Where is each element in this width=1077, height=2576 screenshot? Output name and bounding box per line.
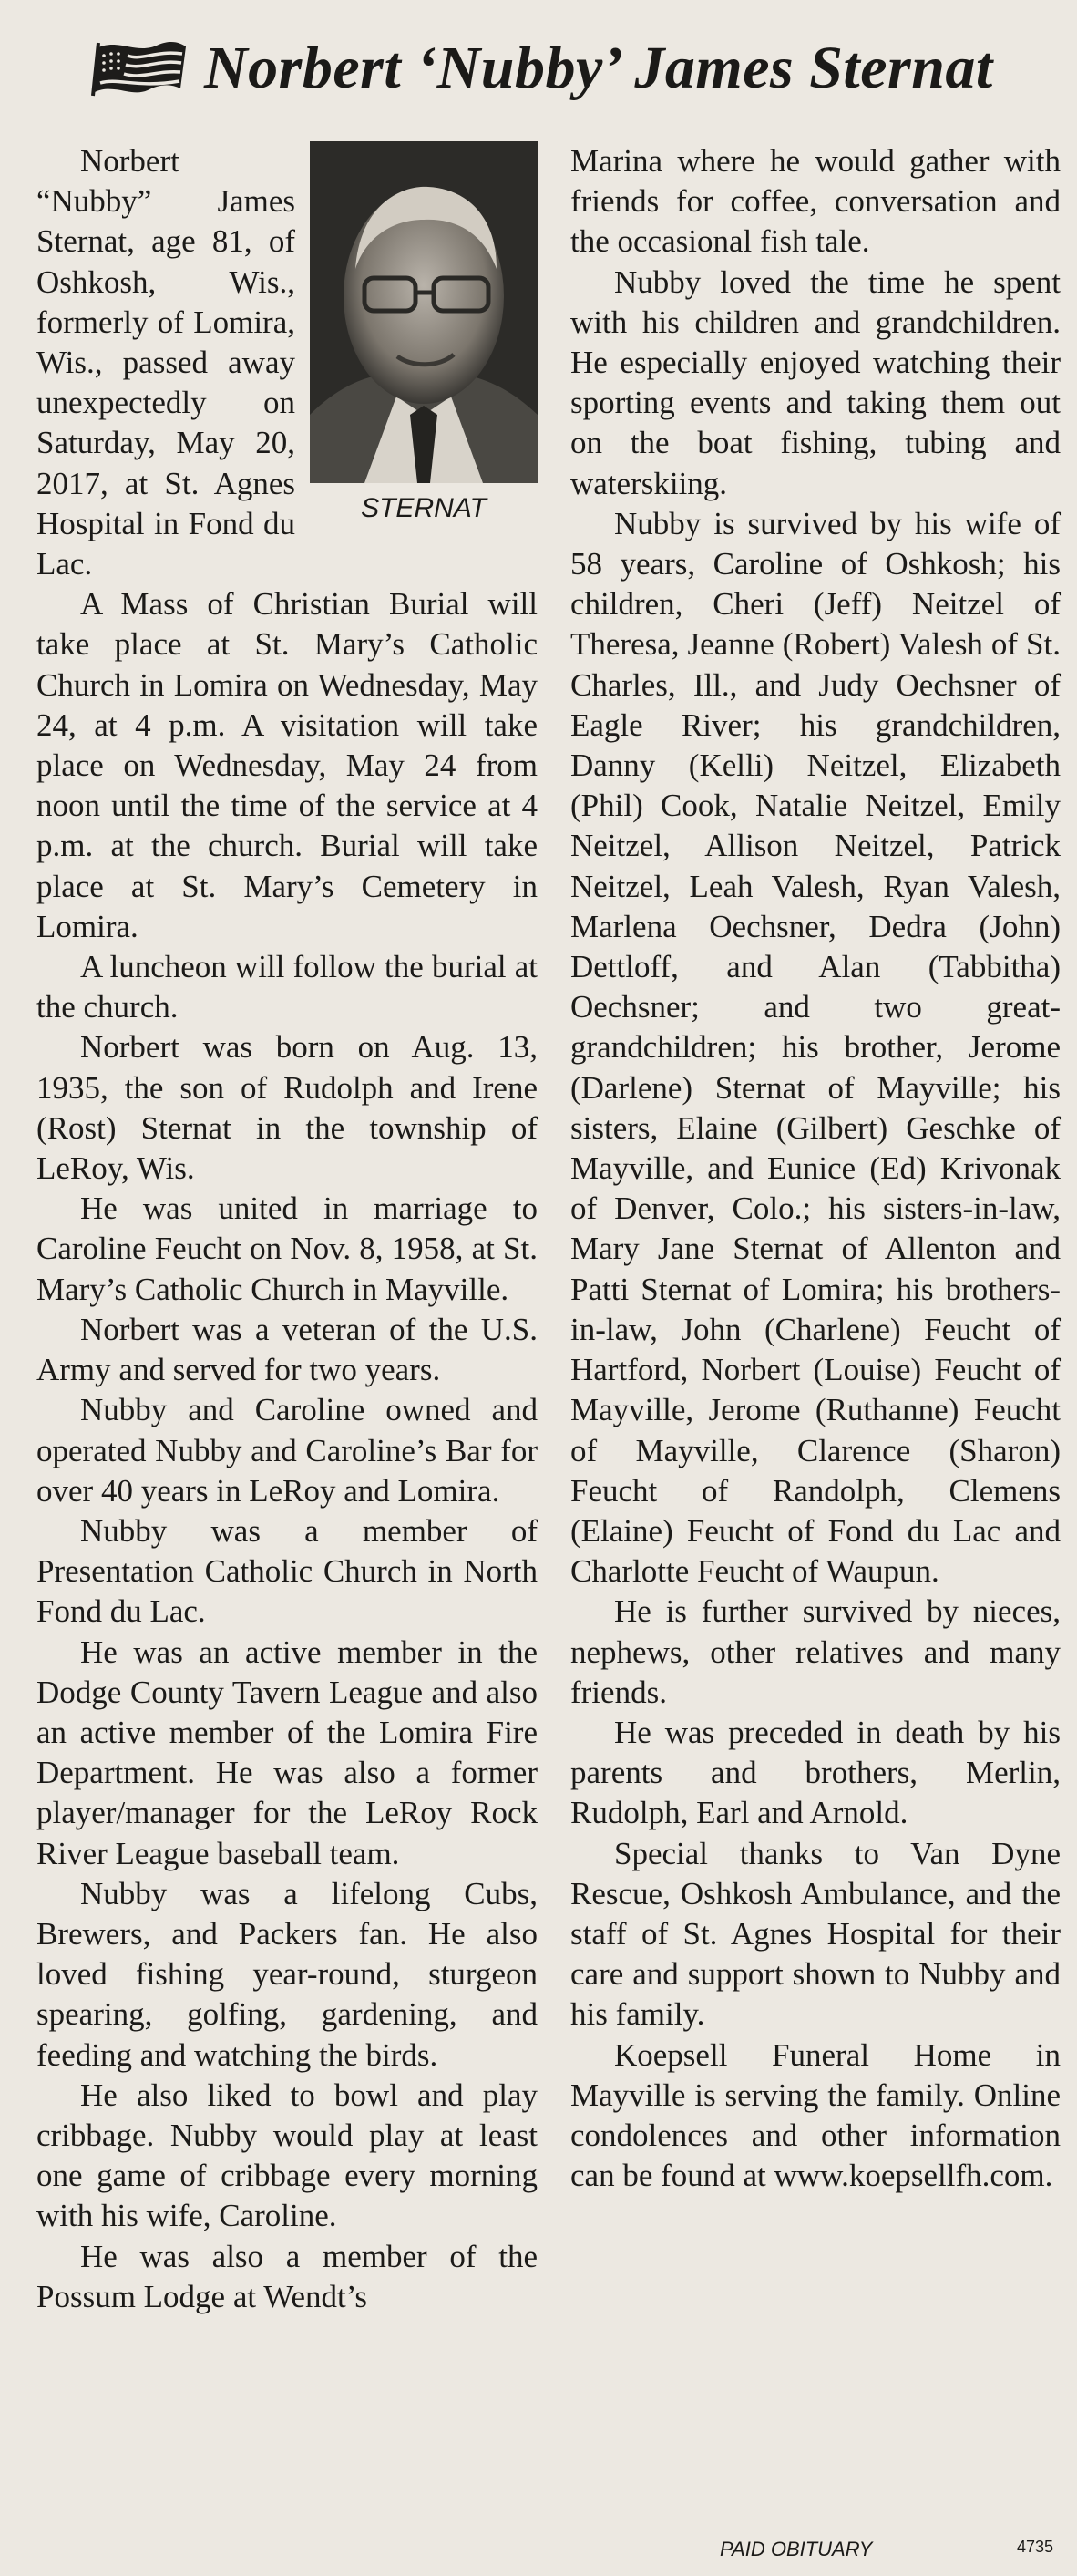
paragraph: Marina where he would gather with friends for coffee, conversation and the occasional fish tale. (570, 143, 1061, 260)
column-2 (570, 141, 1061, 2196)
paragraph: A Mass of Christian Burial will take place at St. Mary’s Catholic Church in Lomira on Wednesday, May 24, at 4 p.m. A visitation will take place on Wednesday, May 24 from noon until the time of the service at 4 p.m. at the church. Burial will take place at St. Mary’s Cemetery in Lomira. (36, 586, 538, 944)
paragraph: Norbert “Nubby” James Sternat, age 81, of Oshkosh, Wis., formerly of Lomira, Wis., passed away unexpectedly on Saturday, May 20, 2017, at St. Agnes Hospital in Fond du Lac. (36, 143, 295, 582)
column-1 (36, 141, 538, 2317)
paragraph: Norbert was a veteran of the U.S. Army and served for two years. (36, 1311, 538, 1388)
header (91, 18, 1075, 118)
paragraph: Nubby and Caroline owned and operated Nubby and Caroline’s Bar for over 40 years in LeRoy and Lomira. (36, 1392, 538, 1509)
paragraph: A luncheon will follow the burial at the church. (36, 949, 538, 1025)
paragraph: Nubby was a lifelong Cubs, Brewers, and Packers fan. He also loved fishing year-round, sturgeon spearing, golfing, gardening, and feeding and watching the birds. (36, 1875, 538, 2073)
paragraph: Norbert was born on Aug. 13, 1935, the son of Rudolph and Irene (Rost) Sternat in the township of LeRoy, Wis. (36, 1029, 538, 1187)
paragraph: He also liked to bowl and play cribbage. Nubby would play at least one game of cribbage every morning with his wife, Caroline. (36, 2076, 538, 2234)
paragraph: Nubby is survived by his wife of 58 years, Caroline of Oshkosh; his children, Cheri (Jeff) Neitzel of Theresa, Jeanne (Robert) Valesh of St. Charles, Ill., and Judy Oechsner of Eagle River; his grandchildren, Danny (Kelli) Neitzel, Elizabeth (Phil) Cook, Natalie Neitzel, Emily Neitzel, Allison Neitzel, Patrick Neitzel, Leah Valesh, Ryan Valesh, Marlena Oechsner, Dedra (John) Dettloff, and Alan (Tabbitha) Oechsner; and two great-grandchildren; his brother, Jerome (Darlene) Sternat of Mayville; his sisters, Elaine (Gilbert) Geschke of Mayville, and Eunice (Ed) Krivonak of Denver, Colo.; his sisters-in-law, Mary Jane Sternat of Allenton and Patti Sternat of Lomira; his brothers-in-law, John (Charlene) Feucht of Hartford, Norbert (Louise) Feucht of Mayville, Jerome (Ruthanne) Feucht of Mayville, Clarence (Sharon) Feucht of Randolph, Clemens (Elaine) Feucht of Fond du Lac and Charlotte Feucht of Waupun. (570, 505, 1061, 1590)
paragraph: He was united in marriage to Caroline Feucht on Nov. 8, 1958, at St. Mary’s Catholic Church in Mayville. (36, 1190, 538, 1307)
portrait-photo (310, 141, 538, 483)
paragraph: Nubby loved the time he spent with his children and grandchildren. He especially enjoyed watching their sporting events and taking them out on the boat fishing, tubing and waterskiing. (570, 263, 1061, 501)
paragraph: Nubby was a member of Presentation Catholic Church in North Fond du Lac. (36, 1512, 538, 1630)
obituary-title: Norbert ‘Nubby’ James Sternat (204, 35, 993, 101)
paragraph: Koepsell Funeral Home in Mayville is serving the family. Online condolences and other information can be found at www.koepsellfh.com. (570, 2036, 1061, 2194)
paragraph: He was also a member of the Possum Lodge at Wendt’s (36, 2238, 538, 2314)
portrait-figure (310, 141, 538, 525)
american-flag-icon (91, 36, 191, 101)
paid-obituary-label: PAID OBITUARY (720, 2538, 873, 2561)
photo-caption: STERNAT (361, 493, 487, 523)
paragraph: Special thanks to Van Dyne Rescue, Oshkosh Ambulance, and the staff of St. Agnes Hospital for their care and support shown to Nubby and his family. (570, 1835, 1061, 2033)
ad-code: 4735 (1017, 2538, 1054, 2556)
paragraph: He was an active member in the Dodge County Tavern League and also an active member of the Lomira Fire Department. He was also a former player/manager for the LeRoy Rock River League baseball team. (36, 1633, 538, 1871)
paragraph: He is further survived by nieces, nephews, other relatives and many friends. (570, 1593, 1061, 1710)
paragraph: He was preceded in death by his parents and brothers, Merlin, Rudolph, Earl and Arnold. (570, 1714, 1061, 1831)
